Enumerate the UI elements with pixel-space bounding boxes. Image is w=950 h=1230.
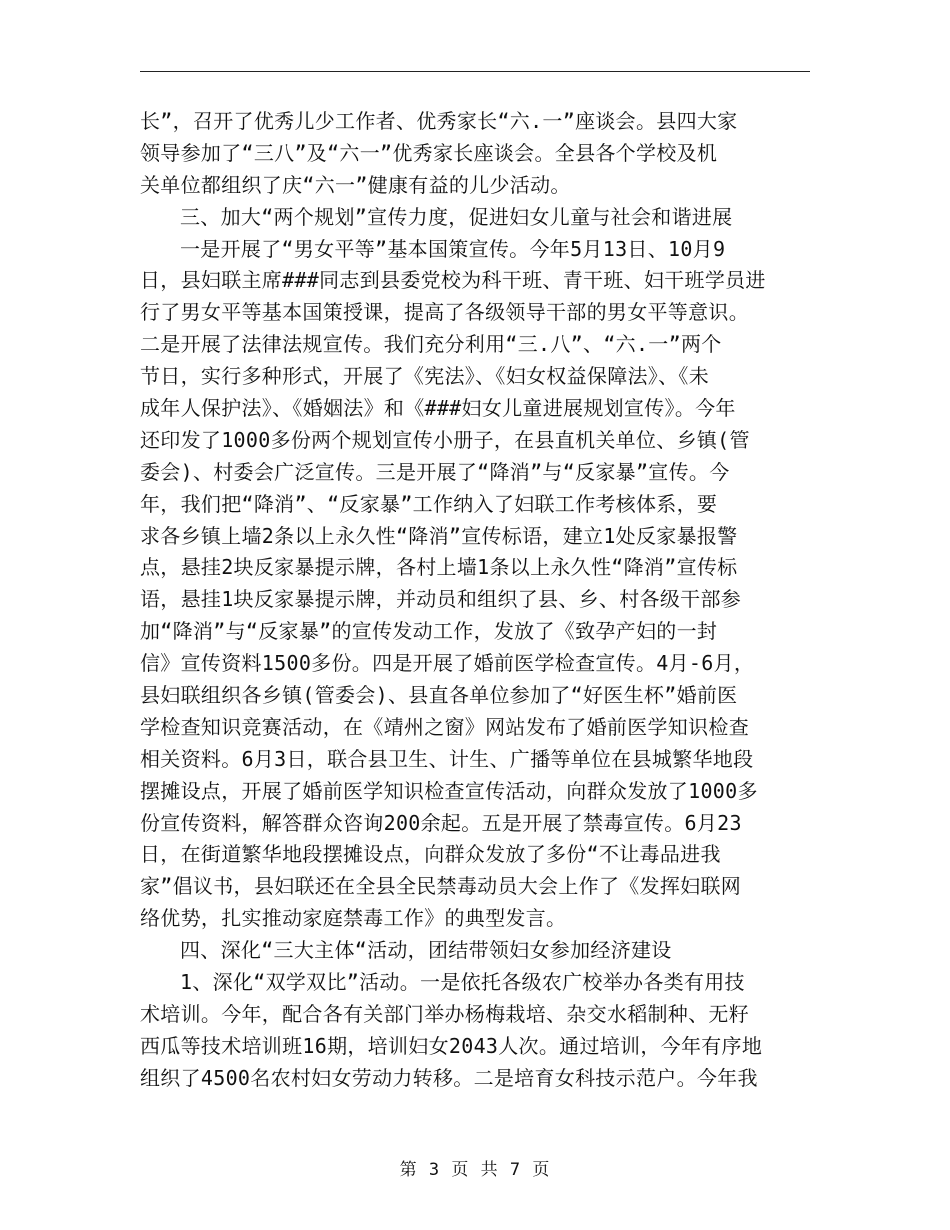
text-line: 二是开展了法律法规宣传。我们充分利用“三.八”、“六.一”两个 xyxy=(140,332,722,357)
text-line: 委会)、村委会广泛宣传。三是开展了“降消”与“反家暴”宣传。今 xyxy=(140,459,730,484)
text-line: 西瓜等技术培训班16期，培训妇女2043人次。通过培训，今年有序地 xyxy=(140,1033,763,1058)
text-line: 组织了4500名农村妇女劳动力转移。二是培育女科技示范户。今年我 xyxy=(140,1065,758,1090)
text-line: 四、深化“三大主体“活动，团结带领妇女参加经济建设 xyxy=(180,938,672,963)
text-line: 县妇联组织各乡镇(管委会)、县直各单位参加了“好医生杯”婚前医 xyxy=(140,683,738,708)
text-line: 术培训。今年，配合各有关部门举办杨梅栽培、杂交水稻制种、无籽 xyxy=(140,1001,749,1026)
text-line: 语，悬挂1块反家暴提示牌，并动员和组织了县、乡、村各级干部参 xyxy=(140,587,742,612)
text-line: 还印发了1000多份两个规划宣传小册子，在县直机关单位、乡镇(管 xyxy=(140,427,750,452)
header-rule xyxy=(140,71,810,72)
text-line: 家”倡议书，县妇联还在全县全民禁毒动员大会上作了《发挥妇联网 xyxy=(140,874,742,899)
text-line: 相关资料。6月3日，联合县卫生、计生、广播等单位在县城繁华地段 xyxy=(140,746,754,771)
text-line: 1、深化“双学双比”活动。一是依托各级农广校举办各类有用技 xyxy=(180,970,745,995)
body-text xyxy=(140,106,812,1095)
text-line: 长”，召开了优秀儿少工作者、优秀家长“六.一”座谈会。县四大家 xyxy=(140,109,738,133)
text-line: 点，悬挂2块反家暴提示牌，各村上墙1条以上永久性“降消”宣传标 xyxy=(140,555,738,580)
text-line: 年，我们把“降消”、“反家暴”工作纳入了妇联工作考核体系，要 xyxy=(140,491,718,516)
text-line: 加“降消”与“反家暴”的宣传发动工作，发放了《致孕产妇的一封 xyxy=(140,619,718,644)
text-line: 摆摊设点，开展了婚前医学知识检查宣传活动，向群众发放了1000多 xyxy=(140,778,758,803)
text-line: 领导参加了“三八”及“六一”优秀家长座谈会。全县各个学校及机 xyxy=(140,140,718,165)
text-line: 信》宣传资料1500多份。四是开展了婚前医学检查宣传。4月-6月， xyxy=(140,651,755,676)
text-line: 学检查知识竞赛活动，在《靖州之窗》网站发布了婚前医学知识检查 xyxy=(140,714,749,739)
text-line: 络优势，扎实推动家庭禁毒工作》的典型发言。 xyxy=(140,906,567,931)
text-line: 行了男女平等基本国策授课，提高了各级领导干部的男女平等意识。 xyxy=(140,300,749,325)
page-footer: 第 3 页 共 7 页 xyxy=(399,1160,551,1180)
text-line: 成年人保护法》、《婚姻法》和《###妇女儿童进展规划宣传》。今年 xyxy=(140,396,736,421)
text-line: 节日，实行多种形式，开展了《宪法》、《妇女权益保障法》、《未 xyxy=(140,364,709,389)
text-line: 份宣传资料，解答群众咨询200余起。五是开展了禁毒宣传。6月23 xyxy=(140,810,742,835)
text-line: 关单位都组织了庆“六一”健康有益的儿少活动。 xyxy=(140,172,571,197)
text-line: 日，县妇联主席###同志到县委党校为科干班、青干班、妇干班学员进 xyxy=(140,268,766,293)
text-line: 一是开展了“男女平等”基本国策宣传。今年5月13日、10月9 xyxy=(180,236,726,261)
text-line: 日，在街道繁华地段摆摊设点，向群众发放了多份“不让毒品进我 xyxy=(140,842,721,867)
text-line: 三、加大“两个规划”宣传力度，促进妇女儿童与社会和谐进展 xyxy=(180,204,733,229)
text-line: 求各乡镇上墙2条以上永久性“降消”宣传标语，建立1处反家暴报警 xyxy=(140,523,738,548)
